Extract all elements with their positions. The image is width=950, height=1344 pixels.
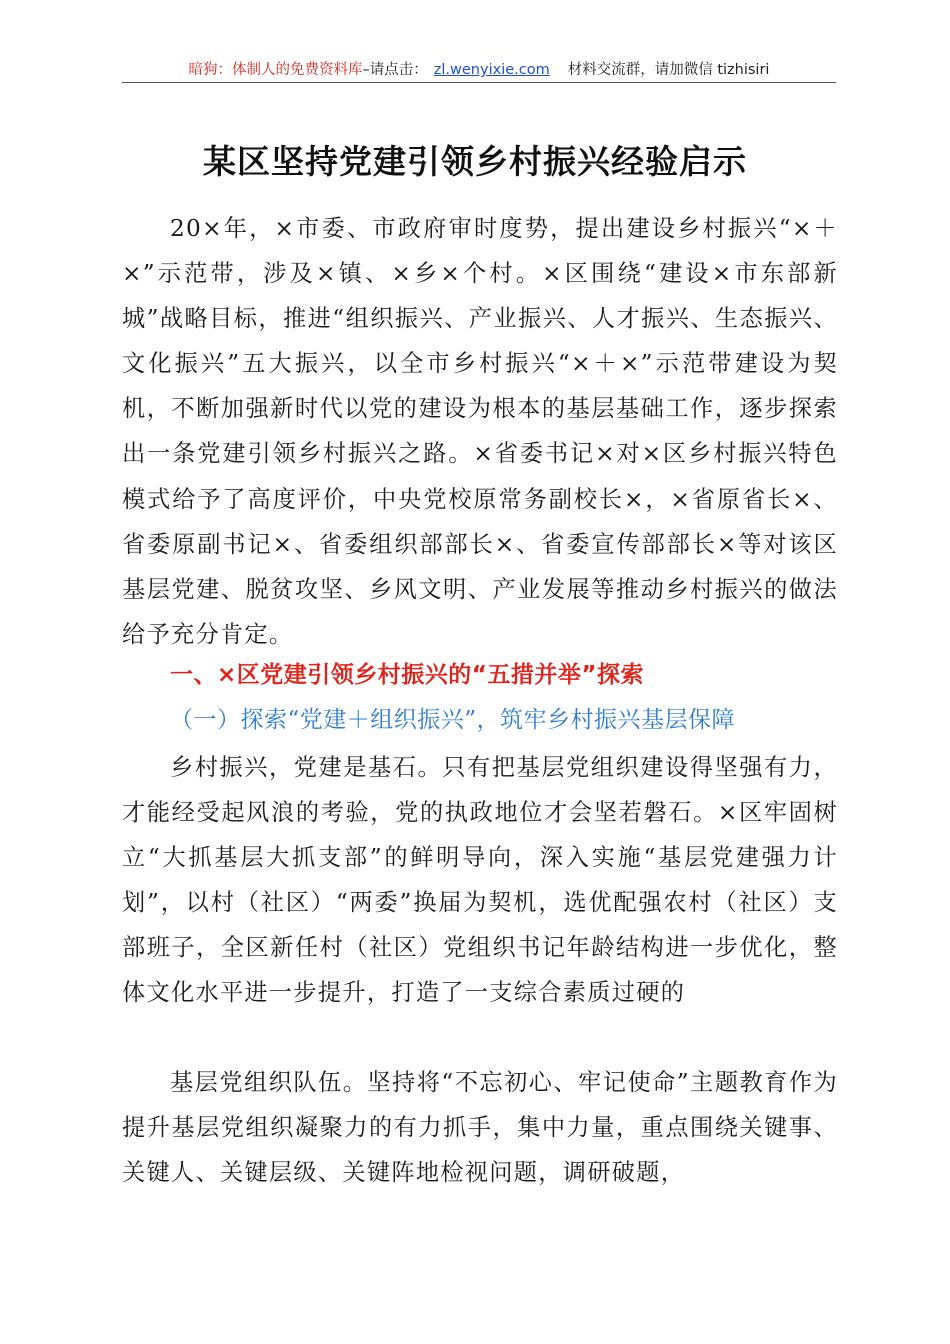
paragraph-body: 乡村振兴，党建是基石。只有把基层党组织建设得坚强有力，才能经受起风浪的考验，党的执政地位才会坚若磐石。×区牢固树立“大抓基层大抓支部”的鲜明导向，深入实施“基层党建强力计划”，以村（社区）“两委”换届为契机，选优配强农村（社区）支部班子，全区新任村（社区）党组织书记年龄结构进一步优化，整体文化水平进一步提升，打造了一支综合素质过硬的: [122, 754, 838, 1007]
document-title: 某区坚持党建引领乡村振兴经验启示: [203, 142, 747, 181]
section-heading: 一、×区党建引领乡村振兴的“五措并举”探索: [170, 662, 645, 688]
header-link[interactable]: zl.wenyixie.com: [433, 62, 550, 78]
paragraph-body: 基层党组织队伍。坚持将“不忘初心、牢记使命”主题教育作为提升基层党组织凝聚力的有力抓手，集中力量，重点围绕关键事、关键人、关键层级、关键阵地检视问题，调研破题，: [122, 1069, 838, 1187]
header-prompt: –请点击：: [362, 62, 428, 78]
subsection-heading: （一）探索“党建＋组织振兴”，筑牢乡村振兴基层保障: [170, 707, 736, 733]
header-wechat-note: 材料交流群，请加微信 tizhisiri: [567, 62, 770, 78]
header-divider: [122, 82, 836, 83]
header-site-name: 暗狗：体制人的免费资料库: [188, 62, 363, 78]
paragraph-intro: 20×年，×市委、市政府审时度势，提出建设乡村振兴“×＋×”示范带，涉及×镇、×乡×个村。×区围绕“建设×市东部新城”战略目标，推进“组织振兴、产业振兴、人才振兴、生态振兴、文化振兴”五大振兴，以全市乡村振兴“×＋×”示范带建设为契机，不断加强新时代以党的建设为根本的基层基础工作，逐步探索出一条党建引领乡村振兴之路。×省委书记×对×区乡村振兴特色模式给予了高度评价，中央党校原常务副校长×，×省原省长×、省委原副书记×、省委组织部部长×、省委宣传部部长×等对该区基层党建、脱贫攻坚、乡风文明、产业发展等推动乡村振兴的做法给予充分肯定。: [122, 215, 838, 648]
page-header: [122, 58, 836, 82]
